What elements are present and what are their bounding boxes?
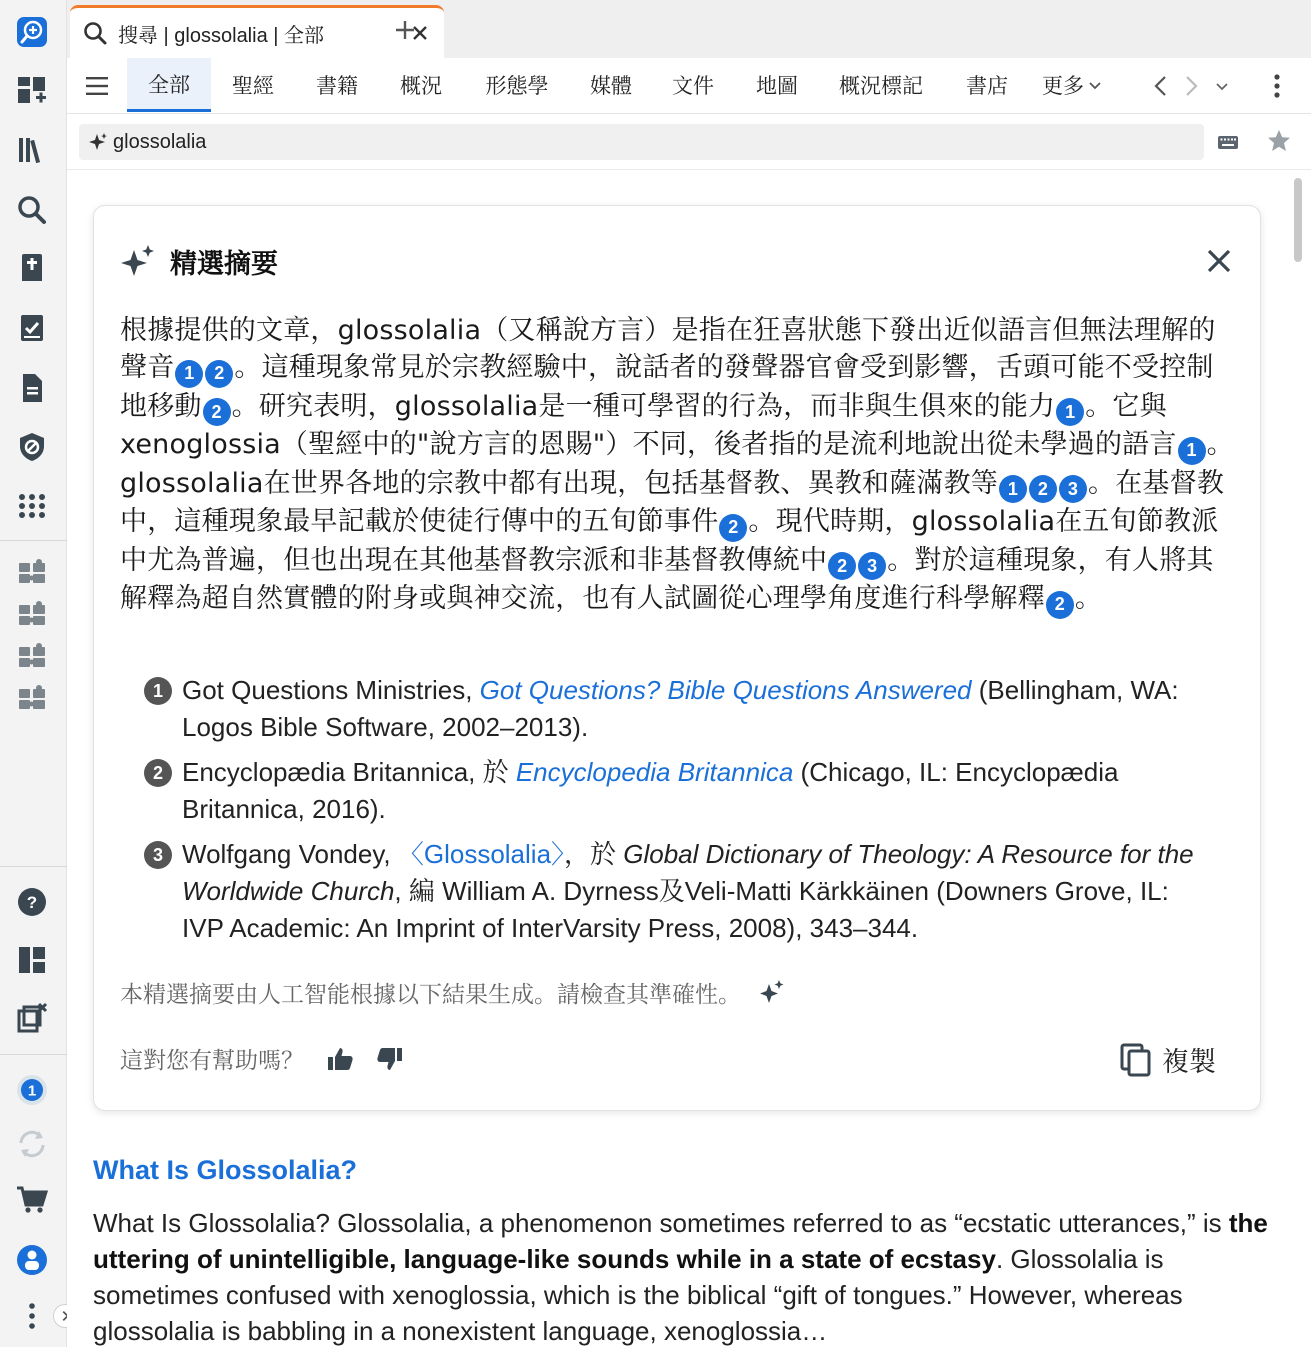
snippet-text: What Is Glossolalia? Glossolalia, a phenomenon sometimes referred to as “ecstatic utterances,” is xyxy=(93,1208,1229,1238)
chevron-down-icon xyxy=(1088,78,1102,92)
snippet-highlight: the uttering of unintelligible, language-like sounds while in a state of ecstasy xyxy=(93,1208,1268,1274)
tab-title: 搜尋 | glossolalia | 全部 xyxy=(118,24,325,47)
layout-icon[interactable] xyxy=(12,940,52,980)
summary-segment: 。它與xenoglossia（聖經中的"說方言的恩賜"）不同，後者指的是流利地說出從未學過的語言 xyxy=(120,390,1177,460)
search-input[interactable] xyxy=(79,124,1204,160)
citation-link[interactable]: Got Questions? Bible Questions Answered xyxy=(479,675,972,705)
close-summary-button[interactable] xyxy=(1204,246,1234,276)
scroll-tabs-left-button[interactable] xyxy=(1149,74,1173,98)
tab-store[interactable]: 書店 xyxy=(966,75,1008,98)
citation-marker[interactable]: 3 xyxy=(1059,475,1087,503)
summary-text xyxy=(120,312,1240,619)
apps-grid-icon[interactable] xyxy=(12,486,52,526)
left-rail xyxy=(0,0,67,1347)
tab-strip xyxy=(67,0,1311,58)
citation-item xyxy=(144,672,1214,746)
copy-label: 複製 xyxy=(1162,1047,1216,1077)
library-icon[interactable] xyxy=(12,130,52,170)
sparkle-icon xyxy=(120,244,156,280)
citation-work-title: Global Dictionary of Theology: A Resource for the Worldwide Church xyxy=(182,839,1194,906)
more-vertical-icon[interactable] xyxy=(12,1296,52,1336)
summary-segment: 。研究表明，glossolalia是一種可學習的行為，而非與生俱來的能力 xyxy=(231,390,1056,422)
copy-icon xyxy=(1120,1043,1152,1077)
sync-badge-icon[interactable] xyxy=(12,1070,52,1110)
search-icon xyxy=(82,20,108,46)
dashboard-add-icon[interactable] xyxy=(12,70,52,110)
rail-divider xyxy=(0,540,67,541)
search-row xyxy=(67,114,1311,170)
puzzle-icon[interactable] xyxy=(12,594,52,634)
search-pane-icon[interactable] xyxy=(12,12,52,52)
plus-icon xyxy=(394,19,416,41)
summary-segment: 。glossolalia在世界各地的宗教中都有出現，包括基督教、異教和薩滿教等 xyxy=(120,429,1234,499)
citation-marker[interactable]: 1 xyxy=(1178,437,1206,465)
summary-segment: 。 xyxy=(1074,583,1103,614)
disclaimer-text: 本精選摘要由人工智能根據以下結果生成。請檢查其準確性。 xyxy=(120,981,741,1007)
tab-bible[interactable]: 聖經 xyxy=(232,75,274,98)
citation-text: , 編 William A. Dyrness及Veli-Matti Kärkkäinen (Downers Grove, IL: IVP Academic: An Imprint of InterVarsity Press, 2008), 343–344. xyxy=(182,876,1169,943)
tab-overview[interactable]: 概況 xyxy=(400,75,442,98)
scrollbar-thumb[interactable] xyxy=(1294,178,1302,262)
citation-marker[interactable]: 2 xyxy=(203,398,231,426)
tab-overflow-dropdown[interactable] xyxy=(1210,74,1234,98)
thumbs-down-icon[interactable] xyxy=(376,1045,404,1073)
citation-text: Got Questions Ministries, xyxy=(182,675,480,705)
ai-summary-card xyxy=(93,205,1261,1111)
citation-text: ，於 xyxy=(564,839,624,869)
account-icon[interactable] xyxy=(12,1240,52,1280)
tab-more-label: 更多 xyxy=(1042,75,1084,98)
document-icon[interactable] xyxy=(12,368,52,408)
summary-segment: 。在基督教中，這種現象最早記載於使徒行傳中的五旬節事件 xyxy=(120,467,1225,537)
summary-segment: 。對於這種現象，有人將其解釋為超自然實體的附身或與神交流，也有人試圖從心理學角度進行科學解釋 xyxy=(120,544,1214,614)
rail-divider xyxy=(0,1054,67,1055)
citation-item xyxy=(144,754,1214,828)
keyboard-icon[interactable] xyxy=(1216,130,1240,154)
sync-icon[interactable] xyxy=(12,1124,52,1164)
citation-list xyxy=(144,672,1214,955)
citation-item xyxy=(144,836,1214,947)
favorite-star-icon[interactable] xyxy=(1266,128,1292,154)
summary-title: 精選摘要 xyxy=(170,249,278,279)
bible-icon[interactable] xyxy=(12,248,52,288)
citation-marker[interactable]: 1 xyxy=(999,475,1027,503)
tab-overview-tags[interactable]: 概況標記 xyxy=(839,75,923,98)
tab-morphology[interactable]: 形態學 xyxy=(485,75,549,98)
summary-segment: 根據提供的文章，glossolalia（又稱說方言）是指在狂喜狀態下發出近似語言但無法理解的聲音 xyxy=(120,315,1216,383)
chevron-left-icon xyxy=(1152,75,1170,97)
close-icon xyxy=(1204,246,1234,276)
sparkle-icon xyxy=(89,133,107,151)
checklist-icon[interactable] xyxy=(12,308,52,348)
citation-text: Wolfgang Vondey, xyxy=(182,839,398,869)
close-panels-icon[interactable] xyxy=(12,998,52,1038)
summary-segment: 。現代時期，glossolalia在五旬節教派中尤為普遍，但也出現在其他基督教宗派和非基督教傳統中 xyxy=(120,506,1219,576)
summary-segment: 。這種現象常見於宗教經驗中，說話者的發聲器官會受到影響，舌頭可能不受控制地移動 xyxy=(120,352,1214,422)
puzzle-icon[interactable] xyxy=(12,636,52,676)
citation-marker[interactable]: 2 xyxy=(1046,591,1074,619)
feedback-row xyxy=(120,1042,404,1075)
rail-divider xyxy=(0,866,67,867)
search-query: glossolalia xyxy=(113,130,207,153)
citation-text: (Bellingham, WA: Logos Bible Software, 2002–2013). xyxy=(182,675,1179,742)
tab-media[interactable]: 媒體 xyxy=(590,75,632,98)
tab-documents[interactable]: 文件 xyxy=(672,75,714,98)
tab-maps[interactable]: 地圖 xyxy=(756,75,798,98)
citation-link[interactable]: 〈Glossolalia〉 xyxy=(397,839,565,869)
chevron-down-icon xyxy=(1214,78,1230,94)
sync-badge-count: 1 xyxy=(27,1082,37,1100)
tab-search[interactable] xyxy=(70,5,444,58)
chevron-right-icon xyxy=(1182,75,1200,97)
citation-number: 1 xyxy=(144,677,172,705)
citation-marker[interactable]: 1 xyxy=(175,360,203,388)
summary-header xyxy=(120,242,278,281)
snippet-text: . Glossolalia is sometimes confused with xenoglossia, which is the biblical “gift of tongues.” However, whereas glossolalia is babbling in a nonexistent language, xenoglossia… xyxy=(93,1244,1183,1346)
copy-button[interactable] xyxy=(1120,1040,1216,1079)
puzzle-icon[interactable] xyxy=(12,552,52,592)
result-snippet xyxy=(93,1205,1273,1347)
cart-icon[interactable] xyxy=(12,1180,52,1220)
thumbs-up-icon[interactable] xyxy=(326,1045,354,1073)
tab-books[interactable]: 書籍 xyxy=(316,75,358,98)
new-tab-button[interactable] xyxy=(392,17,418,43)
citation-number: 2 xyxy=(144,759,172,787)
citation-text: (Chicago, IL: Encyclopædia Britannica, 2016). xyxy=(182,757,1119,824)
citation-number: 3 xyxy=(144,841,172,869)
tab-all[interactable]: 全部 xyxy=(127,58,211,112)
puzzle-icon[interactable] xyxy=(12,678,52,718)
result-title-link[interactable]: What Is Glossolalia? xyxy=(93,1155,358,1185)
tab-more[interactable] xyxy=(1037,58,1107,112)
citation-marker[interactable]: 2 xyxy=(1029,475,1057,503)
menu-icon[interactable] xyxy=(85,74,109,98)
scroll-tabs-right-button[interactable] xyxy=(1179,74,1203,98)
citation-text: Encyclopædia Britannica, 於 xyxy=(182,757,516,787)
citation-marker[interactable]: 1 xyxy=(1056,398,1084,426)
help-icon[interactable] xyxy=(12,882,52,922)
shield-icon[interactable] xyxy=(12,427,52,467)
feedback-prompt: 這對您有幫助嗎？ xyxy=(120,1047,304,1073)
more-vertical-icon xyxy=(1273,73,1281,99)
ai-disclaimer xyxy=(120,976,785,1009)
citation-marker[interactable]: 3 xyxy=(858,552,886,580)
citation-link[interactable]: Encyclopedia Britannica xyxy=(515,757,794,787)
svg-text:?: ? xyxy=(26,893,38,912)
search-nav-bar xyxy=(67,58,1311,114)
panel-menu-button[interactable] xyxy=(1265,74,1289,98)
citation-marker[interactable]: 2 xyxy=(205,360,233,388)
citation-marker[interactable]: 2 xyxy=(828,552,856,580)
search-results[interactable] xyxy=(67,170,1311,1347)
sparkle-icon xyxy=(759,980,785,1006)
search-icon[interactable] xyxy=(12,190,52,230)
citation-marker[interactable]: 2 xyxy=(719,514,747,542)
